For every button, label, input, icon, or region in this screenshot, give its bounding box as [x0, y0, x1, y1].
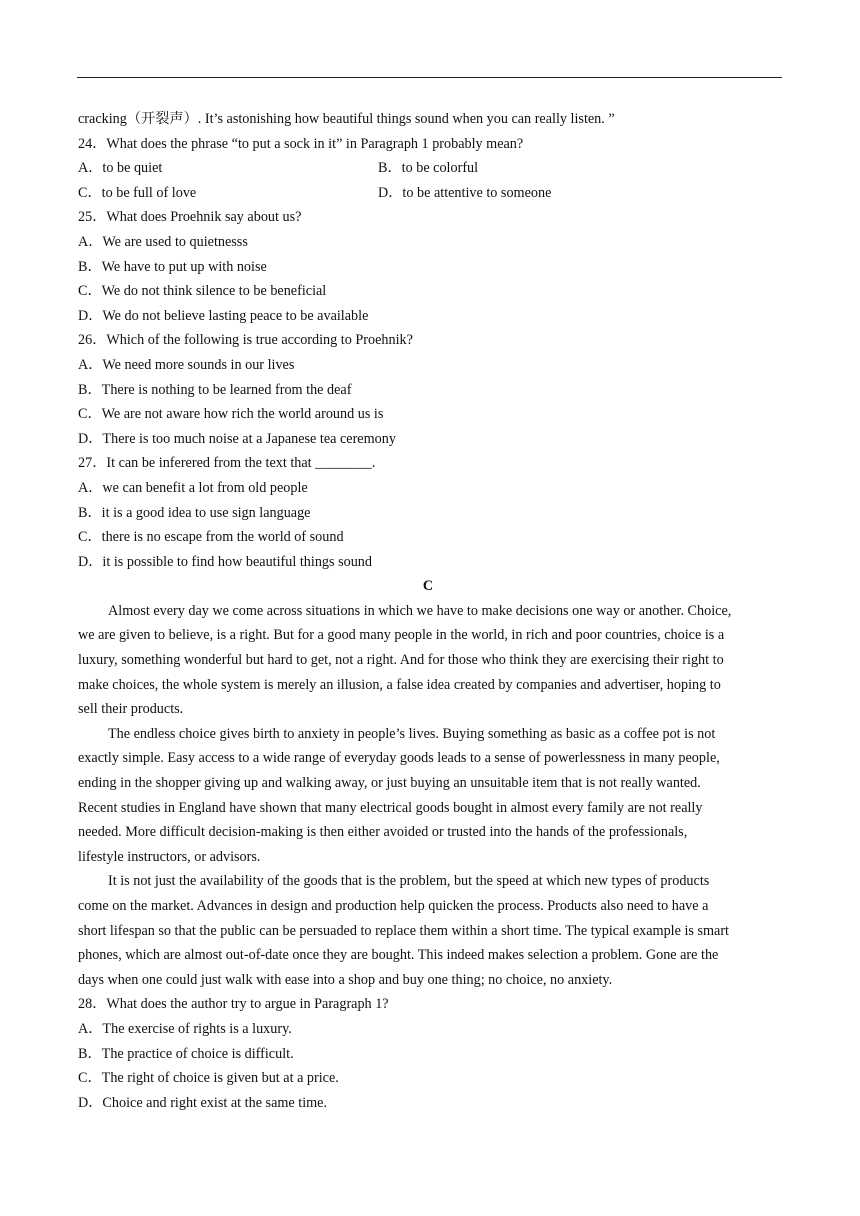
question-27-option-d: D．it is possible to find how beautiful things sound [78, 553, 372, 570]
question-25-option-c: C．We do not think silence to be beneficial [78, 283, 327, 300]
question-24-option-c: C．to be full of love [78, 184, 197, 201]
question-25-option-b: B．We have to put up with noise [78, 258, 267, 275]
paragraph-line: exactly simple. Easy access to a wide range of everyday goods leads to a sense of powerlessness in many people, [78, 750, 720, 767]
question-25-option-a: A．We are used to quietnesss [78, 233, 248, 250]
section-c-paragraph-2 [78, 722, 778, 870]
paragraph-line: we are given to believe, is a right. But for a good many people in the world, in rich and poor countries, choice is a [78, 627, 725, 644]
header-rule [77, 77, 782, 78]
question-25-option-d: D．We do not believe lasting peace to be available [78, 307, 369, 324]
section-c-paragraph-1 [78, 599, 778, 722]
paragraph-line: It is not just the availability of the goods that is the problem, but the speed at which new types of products [108, 873, 710, 890]
paragraph-line: The endless choice gives birth to anxiety in people’s lives. Buying something as basic as a coffee pot is not [108, 725, 716, 742]
question-24-options-row-2 [78, 181, 778, 206]
question-24-option-b: B．to be colorful [378, 160, 479, 177]
question-27-option-a: A．we can benefit a lot from old people [78, 479, 308, 496]
question-27-option-b: B．it is a good idea to use sign language [78, 504, 311, 521]
page-content [78, 107, 778, 1115]
section-c-heading: C [422, 578, 434, 595]
question-28-option-c: C．The right of choice is given but at a price. [78, 1070, 339, 1087]
question-28-option-d: D．Choice and right exist at the same time. [78, 1094, 328, 1111]
question-28-stem: 28．What does the author try to argue in Paragraph 1? [78, 996, 389, 1013]
question-26-option-d: D．There is too much noise at a Japanese tea ceremony [78, 430, 396, 447]
question-28-option-a: A．The exercise of rights is a luxury. [78, 1020, 292, 1037]
paragraph-line: Recent studies in England have shown that many electrical goods bought in almost every family are not really [78, 799, 703, 816]
paragraph-line: lifestyle instructors, or advisors. [78, 848, 261, 865]
question-26-option-c: C．We are not aware how rich the world around us is [78, 406, 384, 423]
question-26-option-b: B．There is nothing to be learned from the deaf [78, 381, 352, 398]
question-26-option-a: A．We need more sounds in our lives [78, 356, 295, 373]
paragraph-line: luxury, something wonderful but hard to get, not a right. And for those who think they are exercising their right to [78, 652, 724, 669]
question-24-option-a: A．to be quiet [78, 160, 163, 177]
question-24-options-row-1 [78, 156, 778, 181]
question-24-stem: 24．What does the phrase “to put a sock in it” in Paragraph 1 probably mean? [78, 135, 524, 152]
paragraph-line: Almost every day we come across situations in which we have to make decisions one way or another. Choice, [108, 602, 732, 619]
paragraph-line: make choices, the whole system is merely an illusion, a false idea created by companies and advertiser, hoping to [78, 676, 721, 693]
paragraph-line: needed. More difficult decision-making is then either avoided or trusted into the hands of the professionals, [78, 824, 688, 841]
paragraph-line: days when one could just walk with ease into a shop and buy one thing; no choice, no anxiety. [78, 971, 613, 988]
question-27-option-c: C．there is no escape from the world of sound [78, 529, 344, 546]
paragraph-line: ending in the shopper giving up and walking away, or just buying an unsuitable item that is not really wanted. [78, 775, 701, 792]
paragraph-line: sell their products. [78, 701, 184, 718]
question-26-stem: 26．Which of the following is true according to Proehnik? [78, 332, 413, 349]
question-28-option-b: B．The practice of choice is difficult. [78, 1045, 294, 1062]
paragraph-line: phones, which are almost out-of-date once they are bought. This indeed makes selection a problem. Gone are the [78, 947, 719, 964]
paragraph-line: short lifespan so that the public can be persuaded to replace them within a short time. The typical example is smart [78, 922, 729, 939]
intro-line: cracking（开裂声）. It’s astonishing how beautiful things sound when you can really listen. ” [78, 111, 615, 127]
paragraph-line: come on the market. Advances in design and production help quicken the process. Products also need to have a [78, 898, 709, 914]
question-25-stem: 25．What does Proehnik say about us? [78, 209, 302, 226]
section-c-paragraph-3 [78, 869, 778, 992]
question-27-stem: 27．It can be inferered from the text that ________. [78, 455, 376, 472]
question-24-option-d: D．to be attentive to someone [378, 184, 552, 201]
